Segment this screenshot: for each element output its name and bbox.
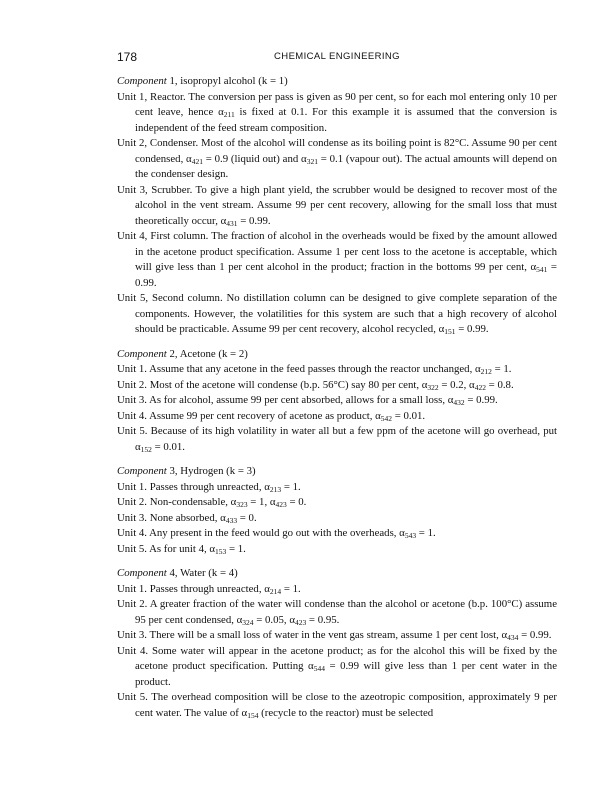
unit-text: = 0.01. <box>151 440 186 453</box>
alpha-subscript: 434 <box>507 633 519 642</box>
component-section <box>117 464 557 557</box>
unit-paragraph <box>117 511 557 527</box>
unit-paragraph <box>117 136 557 183</box>
unit-paragraph <box>117 480 557 496</box>
unit-paragraph <box>117 644 557 691</box>
alpha-subscript: 152 <box>140 444 152 454</box>
unit-text: Unit 3. As for alcohol, assume 99 per cent absorbed, allows for a small loss, α <box>117 394 454 406</box>
unit-text: is fixed at 0.1. For this example it is assumed that the conversion is independent of the feed stream composition. <box>135 106 557 134</box>
unit-paragraph <box>117 542 557 558</box>
unit-paragraph <box>117 229 557 291</box>
unit-paragraph <box>117 362 557 378</box>
unit-text: = 1, α <box>247 496 276 508</box>
alpha-subscript: 324 <box>242 617 254 627</box>
running-title: CHEMICAL ENGINEERING <box>274 51 400 62</box>
unit-text: Unit 5. As for unit 4, α <box>117 542 216 555</box>
unit-text: Unit 4. Assume 99 per cent recovery of acetone as product, α <box>117 409 381 422</box>
alpha-subscript: 421 <box>191 156 203 166</box>
alpha-subscript: 211 <box>223 110 235 119</box>
unit-text: (recycle to the reactor) must be selected <box>258 706 434 719</box>
document-body <box>117 74 557 730</box>
unit-text: Unit 2, Condenser. Most of the alcohol will condense as its boiling point is 82°C. Assume 90 per cent condensed, α <box>117 137 557 165</box>
unit-paragraph <box>117 690 557 721</box>
unit-text: Unit 5, Second column. No distillation column can be designed to give complete separation of the components. However, the volatilities for this system are such that a high recovery of alcohol should be practicable. Assume 99 per cent recovery, alcohol recycled, α <box>117 292 557 335</box>
unit-paragraph <box>117 582 557 598</box>
component-heading-text: 4, Water (k = 4) <box>166 567 238 579</box>
unit-text: = 0.8. <box>485 378 514 391</box>
unit-paragraph <box>117 424 557 455</box>
alpha-subscript: 544 <box>313 664 325 673</box>
unit-text: Unit 3. There will be a small loss of water in the vent gas stream, assume 1 per cent lost, α <box>117 629 508 641</box>
unit-paragraph <box>117 393 557 409</box>
unit-text: Unit 5. Because of its high volatility in water all but a few ppm of the acetone will go overhead, put α <box>117 425 557 453</box>
unit-text: Unit 1. Passes through unreacted, α <box>117 582 270 595</box>
unit-text: = 0.99. <box>135 261 557 289</box>
component-heading-label: Component <box>117 567 167 579</box>
unit-text: Unit 4. Any present in the feed would go out with the overheads, α <box>117 527 405 539</box>
unit-text: = 0.99. <box>464 394 498 406</box>
unit-text: = 0.99. <box>237 214 271 227</box>
unit-text: = 0.99 will give less than 1 per cent water in the product. <box>135 660 557 688</box>
unit-paragraph <box>117 495 557 511</box>
unit-text: = 0. <box>286 496 307 508</box>
unit-text: Unit 1, Reactor. The conversion per pass is given as 90 per cent, so for each mol entering only 10 per cent leave, hence α <box>117 90 557 118</box>
alpha-subscript: 431 <box>226 218 238 228</box>
component-heading <box>117 347 557 363</box>
unit-text: Unit 4, First column. The fraction of alcohol in the overheads would be fixed by the amount allowed in the acetone product specification. Assume 1 per cent loss to the acetone is acceptable, which will give less than 1 per cent alcohol in the product; fraction in the bottoms 99 per cent, α <box>117 230 557 273</box>
component-heading-label: Component <box>117 347 167 360</box>
alpha-subscript: 541 <box>536 265 548 274</box>
unit-text: Unit 2. Most of the acetone will condense (b.p. 56°C) say 80 per cent, α <box>117 378 428 391</box>
unit-text: Unit 2. Non-condensable, α <box>117 496 237 508</box>
alpha-subscript: 423 <box>275 500 287 509</box>
alpha-subscript: 422 <box>474 382 486 392</box>
component-section <box>117 566 557 721</box>
alpha-subscript: 423 <box>294 617 307 627</box>
alpha-subscript: 432 <box>453 398 465 407</box>
alpha-subscript: 323 <box>236 500 248 509</box>
unit-paragraph <box>117 628 557 644</box>
page-number: 178 <box>117 50 138 64</box>
component-heading <box>117 566 557 582</box>
unit-text: = 1. <box>491 363 512 375</box>
unit-text: = 1. <box>226 542 246 555</box>
alpha-subscript: 321 <box>306 156 318 166</box>
unit-text: = 1. <box>416 527 436 539</box>
alpha-subscript: 543 <box>404 531 417 540</box>
unit-text: Unit 3. None absorbed, α <box>117 511 226 524</box>
unit-paragraph <box>117 90 557 137</box>
unit-text: = 0.1 (vapour out). The actual amounts will depend on the condenser design. <box>135 152 557 180</box>
unit-text: Unit 1. Passes through unreacted, α <box>117 480 270 493</box>
unit-text: Unit 2. A greater fraction of the water will condense than the alcohol or acetone (b.p. 100°C) assume 95 per cent condensed, α <box>117 598 557 626</box>
unit-text: = 0. <box>237 511 257 524</box>
alpha-subscript: 213 <box>269 484 282 494</box>
alpha-subscript: 153 <box>215 546 227 556</box>
unit-text: Unit 4. Some water will appear in the acetone product; as for the alcohol this will be fixed by the acetone product specification. Putting α <box>117 644 557 672</box>
unit-paragraph <box>117 183 557 230</box>
component-heading <box>117 74 557 90</box>
unit-text: = 1. <box>281 480 301 493</box>
component-heading-text: 2, Acetone (k = 2) <box>166 347 248 360</box>
unit-text: Unit 1. Assume that any acetone in the feed passes through the reactor unchanged, α <box>117 363 481 375</box>
component-heading-text: 1, isopropyl alcohol (k = 1) <box>166 75 288 87</box>
unit-text: = 0.99. <box>455 323 489 335</box>
unit-paragraph <box>117 291 557 338</box>
unit-text: = 0.2, α <box>438 378 475 391</box>
unit-text: = 0.05, α <box>253 613 295 626</box>
unit-text: Unit 5. The overhead composition will be close to the azeotropic composition, approximately 9 per cent water. The value of α <box>117 691 557 719</box>
alpha-subscript: 542 <box>380 413 393 423</box>
unit-paragraph <box>117 378 557 394</box>
unit-text: = 0.95. <box>306 613 340 626</box>
unit-text: = 0.01. <box>392 409 426 422</box>
alpha-subscript: 322 <box>427 382 439 392</box>
component-heading-text: 3, Hydrogen (k = 3) <box>166 465 256 477</box>
page-header <box>117 50 557 66</box>
component-heading-label: Component <box>117 465 167 477</box>
unit-paragraph <box>117 409 557 425</box>
component-section <box>117 74 557 338</box>
component-section <box>117 347 557 456</box>
unit-paragraph <box>117 597 557 628</box>
component-heading <box>117 464 557 480</box>
alpha-subscript: 151 <box>444 327 456 336</box>
unit-text: Unit 3, Scrubber. To give a high plant yield, the scrubber would be designed to recover most of the alcohol in the vent stream. Assume 99 per cent recovery, allowing for the small loss that must theoretically occur, α <box>117 183 557 227</box>
unit-text: = 1. <box>281 582 301 595</box>
unit-paragraph <box>117 526 557 542</box>
alpha-subscript: 154 <box>247 710 259 720</box>
unit-text: = 0.9 (liquid out) and α <box>202 152 307 165</box>
unit-text: = 0.99. <box>518 629 552 641</box>
alpha-subscript: 212 <box>480 367 492 376</box>
alpha-subscript: 433 <box>225 515 238 525</box>
component-heading-label: Component <box>117 75 167 87</box>
alpha-subscript: 214 <box>269 586 282 596</box>
